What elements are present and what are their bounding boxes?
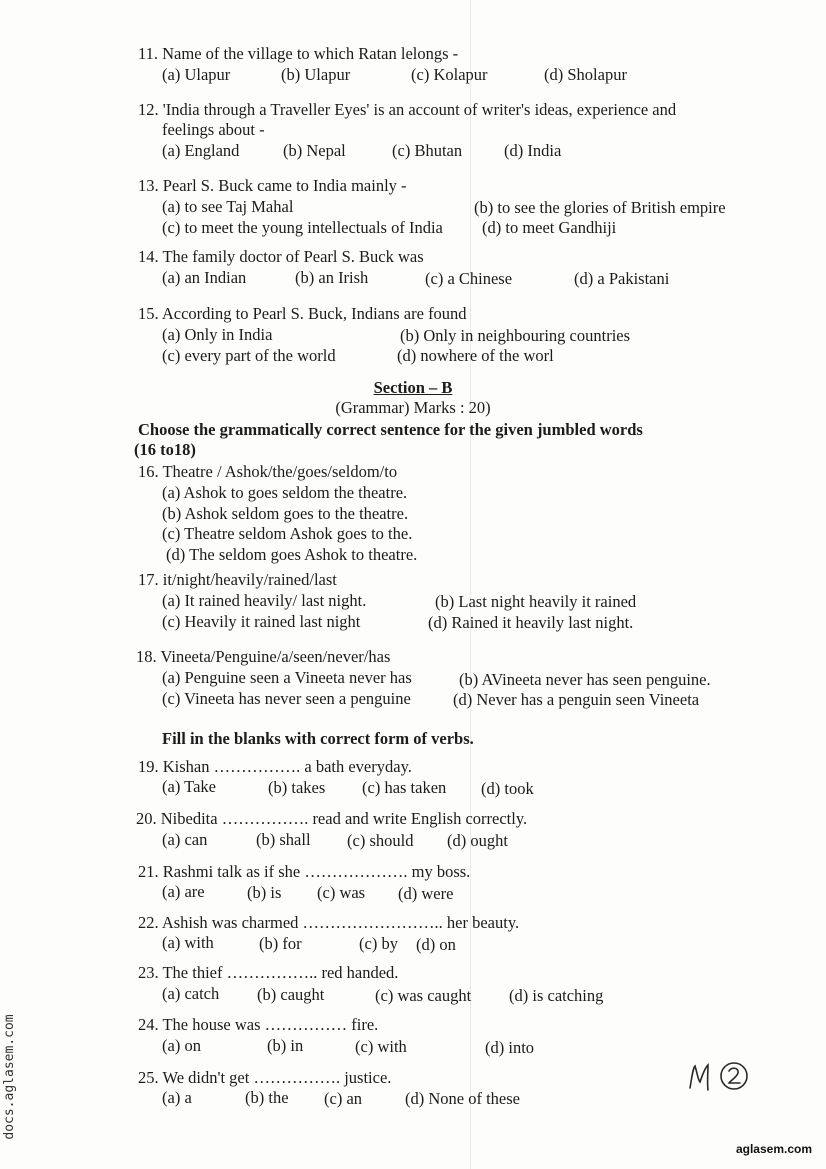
footer-brand: aglasem.com — [735, 1142, 812, 1156]
q22-option-a: (a) with — [162, 933, 214, 952]
q25-option-d: (d) None of these — [405, 1089, 521, 1108]
q12-option-d: (d) India — [504, 141, 562, 160]
q11-option-c: (c) Kolapur — [411, 65, 488, 84]
section-subtitle: (Grammar) Marks : 20) — [335, 398, 491, 417]
q25-option-c: (c) an — [324, 1089, 363, 1108]
q14-stem: 14. The family doctor of Pearl S. Buck was — [138, 247, 424, 266]
q12-option-b: (b) Nepal — [283, 141, 346, 160]
q21-option-c: (c) was — [317, 883, 366, 902]
q17-option-a: (a) It rained heavily/ last night. — [162, 591, 367, 610]
q20-option-d: (d) ought — [447, 831, 508, 850]
q12-stem: 12. 'India through a Traveller Eyes' is an account of writer's ideas, experience and — [138, 100, 677, 119]
instruction-fill-blanks: Fill in the blanks with correct form of verbs. — [162, 729, 474, 748]
instruction-jumbled: Choose the grammatically correct sentence for the given jumbled words — [138, 420, 643, 439]
q13-option-b: (b) to see the glories of British empire — [474, 198, 726, 217]
q23-option-d: (d) is catching — [509, 986, 604, 1005]
q15-option-c: (c) every part of the world — [162, 346, 336, 365]
q11-option-b: (b) Ulapur — [281, 65, 351, 84]
q13-option-d: (d) to meet Gandhiji — [482, 218, 617, 237]
q21-option-b: (b) is — [247, 883, 282, 902]
q21-stem: 21. Rashmi talk as if she ………………. my boss. — [138, 862, 471, 881]
q19-option-c: (c) has taken — [362, 778, 447, 797]
q21-option-d: (d) were — [398, 884, 454, 903]
q17-option-b: (b) Last night heavily it rained — [435, 592, 637, 611]
q16-option-a: (a) Ashok to goes seldom the theatre. — [162, 483, 408, 502]
q22-option-c: (c) by — [359, 934, 398, 953]
q18-option-d: (d) Never has a penguin seen Vineeta — [453, 690, 700, 709]
q25-stem: 25. We didn't get ……………. justice. — [138, 1068, 392, 1087]
q18-option-a: (a) Penguine seen a Vineeta never has — [162, 668, 412, 687]
q16-stem: 16. Theatre / Ashok/the/goes/seldom/to — [138, 462, 398, 481]
q14-option-d: (d) a Pakistani — [574, 269, 670, 288]
q25-option-b: (b) the — [245, 1088, 289, 1107]
q16-option-b: (b) Ashok seldom goes to the theatre. — [162, 504, 409, 523]
q16-option-d: (d) The seldom goes Ashok to theatre. — [166, 545, 418, 564]
q22-stem: 22. Ashish was charmed …………………….. her beauty. — [138, 913, 520, 932]
q24-option-c: (c) with — [355, 1037, 407, 1056]
instruction-jumbled-range: (16 to18) — [134, 440, 196, 459]
q13-option-a: (a) to see Taj Mahal — [162, 197, 294, 216]
q20-option-b: (b) shall — [256, 830, 311, 849]
q18-option-b: (b) AVineeta never has seen penguine. — [459, 670, 711, 689]
q13-stem: 13. Pearl S. Buck came to India mainly - — [138, 176, 407, 195]
q19-option-d: (d) took — [481, 779, 534, 798]
q19-stem: 19. Kishan ……………. a bath everyday. — [138, 757, 412, 776]
q15-option-b: (b) Only in neighbouring countries — [400, 326, 631, 345]
q12-option-c: (c) Bhutan — [392, 141, 463, 160]
q24-option-b: (b) in — [267, 1036, 304, 1055]
q23-option-a: (a) catch — [162, 984, 220, 1003]
q14-option-c: (c) a Chinese — [425, 269, 513, 288]
q18-stem: 18. Vineeta/Penguine/a/seen/never/has — [136, 647, 391, 666]
section-title: Section – B — [373, 378, 453, 397]
q20-option-a: (a) can — [162, 830, 208, 849]
q24-stem: 24. The house was …………… fire. — [138, 1015, 379, 1034]
q11-stem: 11. Name of the village to which Ratan lelongs - — [138, 44, 459, 63]
q19-option-b: (b) takes — [268, 778, 326, 797]
q22-option-d: (d) on — [416, 935, 456, 954]
q16-option-c: (c) Theatre seldom Ashok goes to the. — [162, 524, 413, 543]
q24-option-d: (d) into — [485, 1038, 535, 1057]
q20-option-c: (c) should — [347, 831, 414, 850]
q23-option-c: (c) was caught — [375, 986, 472, 1005]
q12-option-a: (a) England — [162, 141, 240, 160]
q15-option-d: (d) nowhere of the worl — [397, 346, 554, 365]
q15-option-a: (a) Only in India — [162, 325, 273, 344]
q17-option-c: (c) Heavily it rained last night — [162, 612, 361, 631]
q24-option-a: (a) on — [162, 1036, 201, 1055]
q18-option-c: (c) Vineeta has never seen a penguine — [162, 689, 411, 708]
q17-option-d: (d) Rained it heavily last night. — [428, 613, 634, 632]
q13-option-c: (c) to meet the young intellectuals of India — [162, 218, 443, 237]
q12-stem-cont: feelings about - — [162, 120, 265, 139]
q25-option-a: (a) a — [162, 1088, 192, 1107]
q23-stem: 23. The thief …………….. red handed. — [138, 963, 399, 982]
q19-option-a: (a) Take — [162, 777, 216, 796]
q21-option-a: (a) are — [162, 882, 205, 901]
q14-option-a: (a) an Indian — [162, 268, 247, 287]
q11-option-d: (d) Sholapur — [544, 65, 627, 84]
q23-option-b: (b) caught — [257, 985, 325, 1004]
q17-stem: 17. it/night/heavily/rained/last — [138, 570, 337, 589]
q20-stem: 20. Nibedita ……………. read and write English correctly. — [136, 809, 528, 828]
side-watermark: docs.aglasem.com — [2, 1014, 17, 1140]
q14-option-b: (b) an Irish — [295, 268, 369, 287]
q11-option-a: (a) Ulapur — [162, 65, 231, 84]
q15-stem: 15. According to Pearl S. Buck, Indians are found — [138, 304, 467, 323]
handwritten-mark-icon — [686, 1060, 756, 1094]
q22-option-b: (b) for — [259, 934, 302, 953]
